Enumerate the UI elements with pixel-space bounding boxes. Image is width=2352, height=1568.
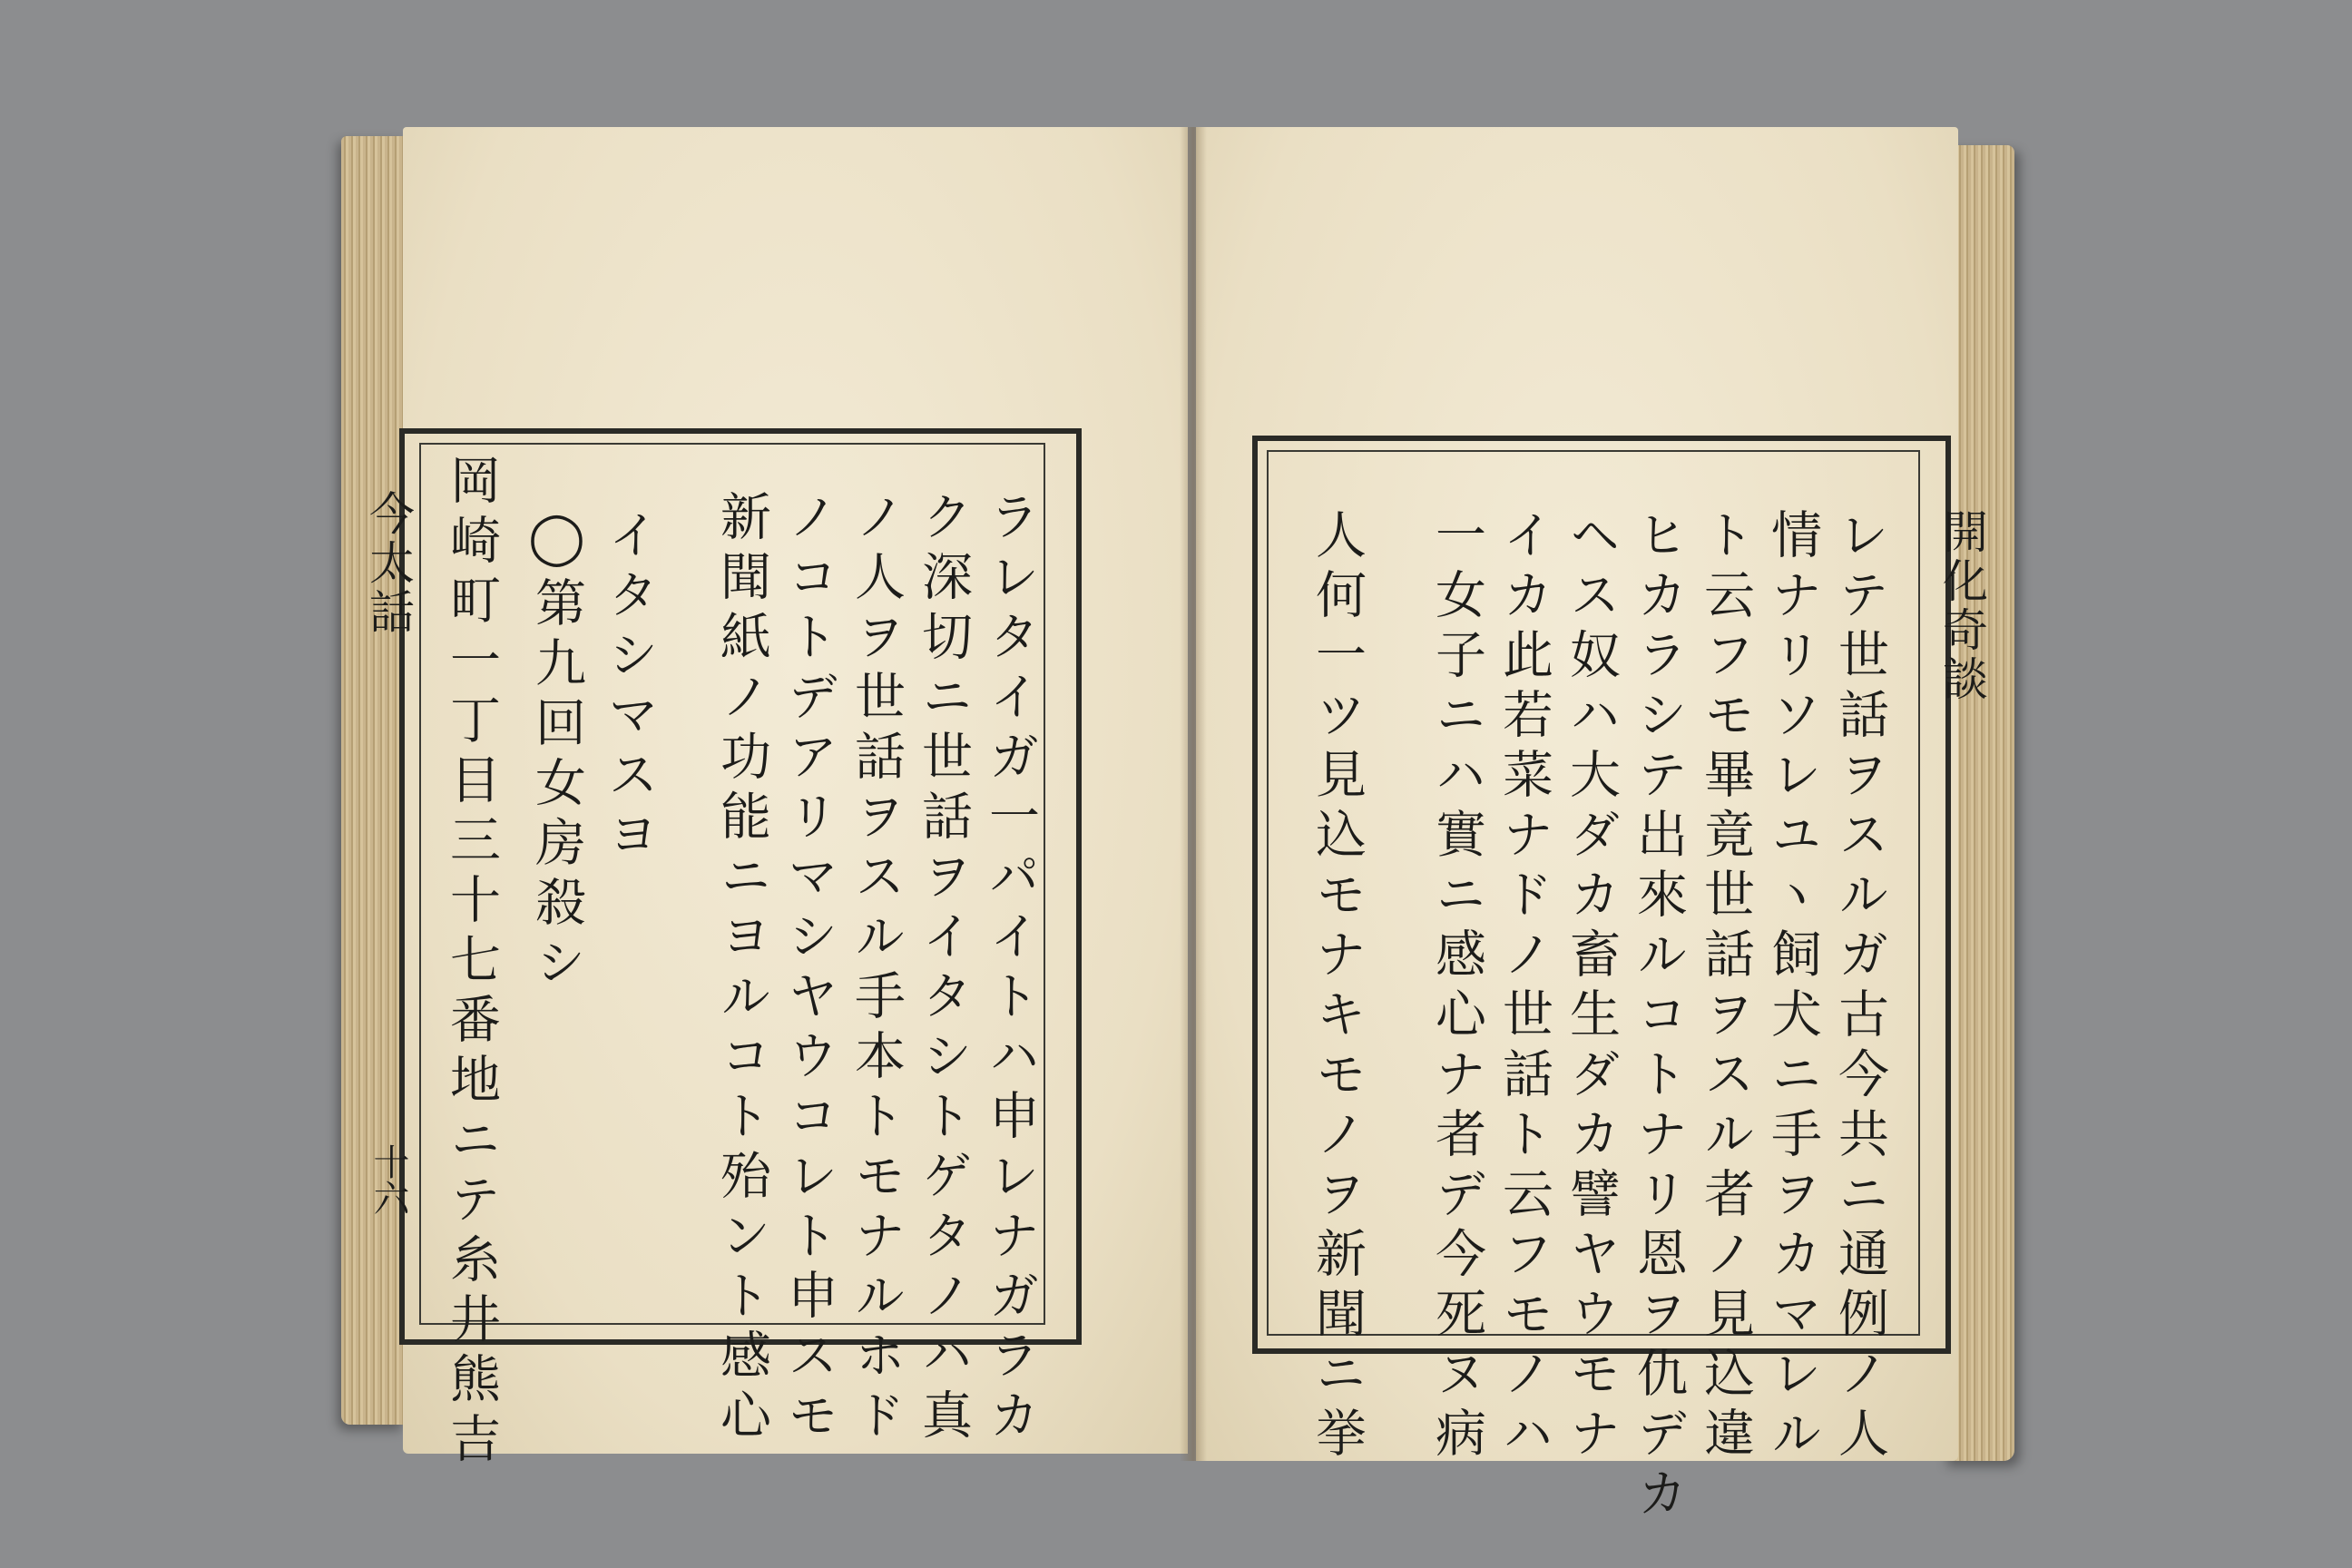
right-column-8: 人何一ツ見込モナキモノヲ新聞ニ挙	[1308, 508, 1367, 1466]
right-column-7: 一女子ニハ實ニ感心ナ者デ今死ヌ病	[1427, 508, 1486, 1466]
left-column-8: 岡崎町一丁目三十七番地ニテ糸井熊吉	[442, 454, 501, 1472]
left-column-1: ラレタイガ一パイトハ申レナガラカ	[981, 490, 1040, 1448]
right-column-3: ト云フモ畢竟世話ヲスル者ノ見込違	[1696, 508, 1755, 1466]
right-column-2: 情ナリソレユヽ飼犬ニ手ヲカマレル	[1763, 508, 1822, 1466]
right-column-1: レテ世話ヲスルガ古今共ニ通例ノ人	[1830, 508, 1889, 1466]
right-column-4: ヒカラシテ出來ルコトナリ恩ヲ仇デカ	[1629, 508, 1688, 1526]
left-column-5: 新聞紙ノ功能ニヨルコト殆ント感心	[712, 490, 771, 1448]
left-column-3: ノ人ヲ世話ヲスル手本トモナルホド	[847, 490, 906, 1448]
right-column-6: イカ此若菜ナドノ世話ト云フモノハ	[1494, 508, 1553, 1466]
book-gutter	[1180, 127, 1207, 1461]
right-running-head: 開化奇談	[1936, 508, 1988, 704]
left-column-2: ク深切ニ世話ヲイタシトゲタノハ真	[914, 490, 973, 1448]
left-folio: 十六	[368, 1143, 409, 1216]
left-column-6: イタシマスヨ	[600, 508, 659, 867]
left-running-head: 今太話	[362, 490, 415, 637]
left-column-4: ノコトデアリマシヤウコレト申スモ	[779, 490, 838, 1448]
left-page-edges	[341, 136, 405, 1425]
right-column-5: ヘス奴ハ大ダカ畜生ダカ譬ヤウモナ	[1562, 508, 1621, 1466]
left-column-7: ◯第九回女房殺シ	[527, 508, 586, 995]
